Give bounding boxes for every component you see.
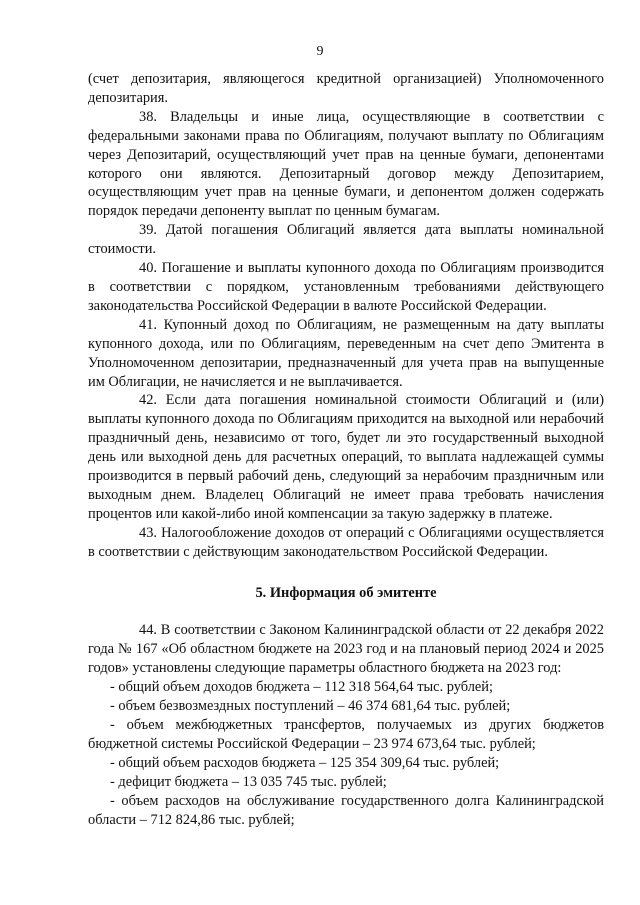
list-item-revenues: - общий объем доходов бюджета – 112 318 564,64 тыс. рублей; (110, 679, 494, 696)
list-item-debt-service: - объем расходов на обслуживание государственного долга Калининградской области – 712 824,86 тыс. рублей; (88, 792, 604, 828)
paragraph-41: 41. Купонный доход по Облигациям, не размещенным на дату выплаты купонного дохода, или по Облигациям, переведенным на счет депо Эмитента в Уполномоченном депозитарии, предназначенный для учета прав на выпущенные им Облигации, не начисляется и не выплачивается. (88, 316, 604, 390)
paragraph-40: 40. Погашение и выплаты купонного дохода по Облигациям производится в соответствии с порядком, установленным требованиями действующего законодательства Российской Федерации в валюте Российской Федерации. (88, 260, 604, 314)
section-title: 5. Информация об эмитенте (255, 584, 437, 601)
paragraph-39: 39. Датой погашения Облигаций является дата выплаты номинальной стоимости. (88, 222, 604, 258)
paragraph-38: 38. Владельцы и иные лица, осуществляющие в соответствии с федеральными законами права по Облигациям, получают выплату по Облигациям через Депозитарий, осуществляющий учет прав на ценные бумаги, депонентами которого они являются. Депозитарный договор между Депозитарием, осуществляющим учет прав на ценные бумаги, и депонентом должен содержать порядок передачи депоненту выплат по ценным бумагам. (88, 108, 604, 220)
paragraph-44: 44. В соответствии с Законом Калининградской области от 22 декабря 2022 года № 167 «Об областном бюджете на 2023 год и на плановый период 2024 и 2025 годов» установлены следующие параметры областного бюджета на 2023 год: (88, 622, 604, 677)
list-item-transfers: - объем межбюджетных трансфертов, получаемых из других бюджетов бюджетной системы Российской Федерации – 23 974 673,64 тыс. рублей; (88, 717, 604, 752)
page-number: 9 (316, 44, 324, 59)
paragraph-42: 42. Если дата погашения номинальной стоимости Облигаций и (или) выплаты купонного дохода по Облигациям приходится на выходной или нерабочий праздничный день, независимо от того, будет ли это государственный выходной день или выходной день для расчетных операций, то выплата надлежащей суммы производится в первый рабочий день, следующий за нерабочим праздничным или выходным днем. Владелец Облигаций не имеет права требовать начисления процентов или какой-либо иной компенсации за такую задержку в платеже. (88, 392, 604, 522)
document-body (88, 70, 604, 829)
paragraph-continuation: (счет депозитария, являющегося кредитной организацией) Уполномоченного депозитария. (88, 71, 604, 106)
list-item-free-receipts: - объем безвозмездных поступлений – 46 374 681,64 тыс. рублей; (110, 698, 511, 715)
paragraph-43: 43. Налогообложение доходов от операций с Облигациями осуществляется в соответствии с действующим законодательством Российской Федерации. (88, 524, 604, 560)
list-item-expenditures: - общий объем расходов бюджета – 125 354 309,64 тыс. рублей; (110, 754, 500, 771)
list-item-deficit: - дефицит бюджета – 13 035 745 тыс. рублей; (110, 773, 387, 790)
